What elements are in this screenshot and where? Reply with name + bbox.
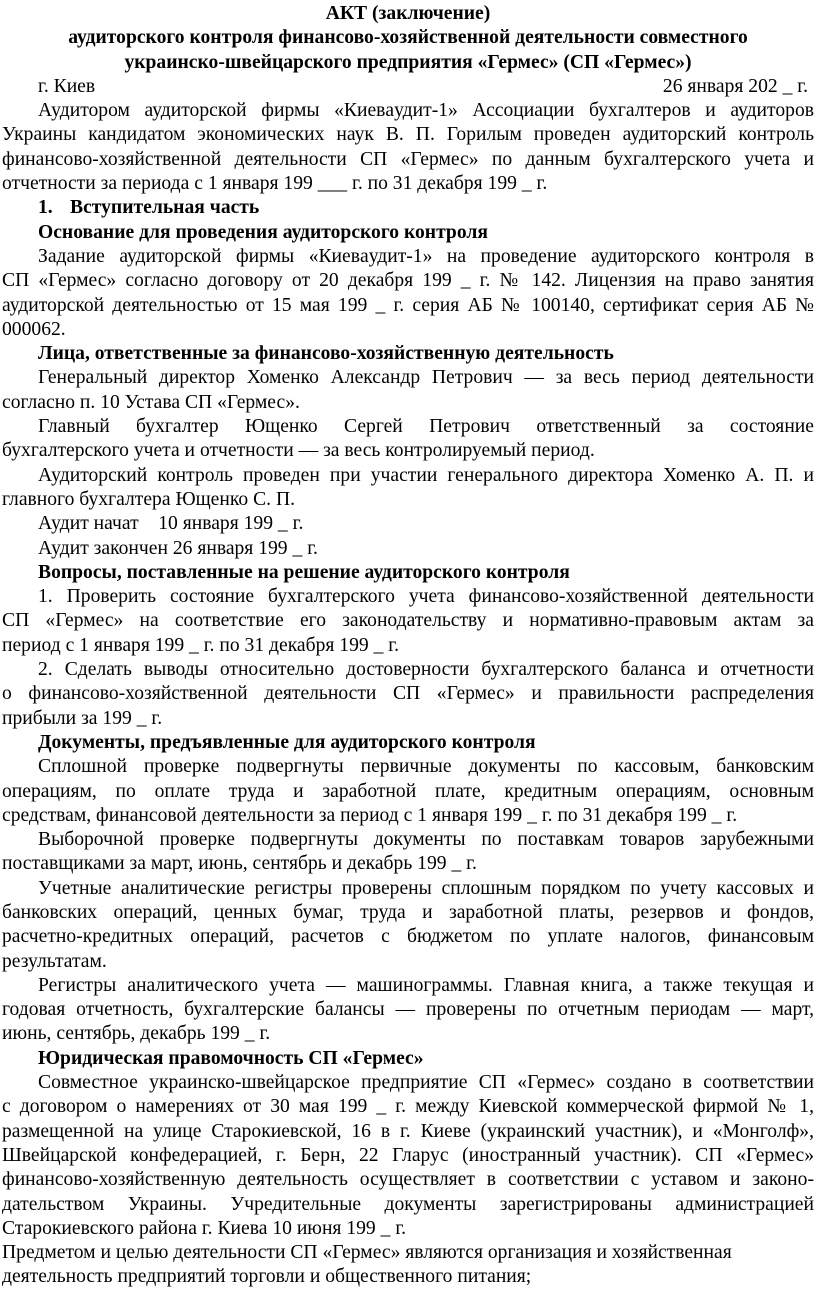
text-line: СП «Гермес» согласно договору от 20 декабря 199 _ г. № 142. Лицензия на право занятия [2,270,814,292]
documents-paragraph-3 [2,877,814,974]
text-line: средствам, финансовой деятельности за период с 1 января 199 _ г. по 31 декабря 199 _ г. [2,804,738,826]
text-line: Украины кандидатом экономических наук В. П. Горилым проведен аудиторский контроль [2,124,814,146]
questions-heading: Вопросы, поставленные на решение аудиторского контроля [38,561,570,583]
basis-paragraph [2,245,814,342]
basis-heading: Основание для проведения аудиторского контроля [38,221,488,243]
text-line: 000062. [2,318,66,340]
persons-heading: Лица, ответственные за финансово-хозяйственную деятельность [38,343,614,365]
audit-finished: Аудит закончен 26 января 199 _ г. [38,537,318,559]
audit-started: Аудит начат 10 января 199 _ г. [38,513,304,535]
persons-paragraph-3 [2,464,814,513]
intro-paragraph [2,99,814,196]
legal-paragraph-2 [2,1241,814,1290]
text-line: период с 1 января 199 _ г. по 31 декабря 199 _ г. [2,634,400,656]
text-line: Совместное украинско-швейцарское предприятие СП «Гермес» создано в соответствии [38,1072,814,1094]
text-line: бухгалтерского учета и отчетности — за весь контролируемый период. [2,440,595,462]
text-line: Регистры аналитического учета — машинограммы. Главная книга, а также текущая и [38,974,814,996]
text-line: аудиторской деятельностью от 15 мая 199 _ г. серия АБ № 100140, сертификат серия АБ № [2,294,814,316]
text-line: Сплошной проверке подвергнуты первичные документы по кассовым, банковским [38,756,814,778]
text-line: расчетно-кредитных операций, расчетов с бюджетом по уплате налогов, финансовым [2,926,814,948]
text-line: согласно п. 10 Устава СП «Гермес». [2,391,300,413]
text-line: деятельность предприятий торговли и общественного питания; [2,1266,532,1288]
place: г. Киев [38,75,96,97]
text-line: СП «Гермес» на соответствие его законодательству и нормативно-правовым актам за [2,610,814,632]
section-number: 1. [38,197,53,219]
documents-paragraph-2 [2,828,814,877]
section-heading [2,196,814,220]
text-line: банковских операций, ценных бумаг, труда и заработной платы, резервов и фондов, [2,901,814,923]
text-line: главного бухгалтера Ющенко С. П. [2,488,295,510]
text-line: операциям, по оплате труда и заработной плате, кредитным операциям, основным [2,780,814,802]
text-line: прибыли за 199 _ г. [2,707,163,729]
documents-paragraph-1 [2,755,814,828]
text-line: июнь, сентябрь, декабрь 199 _ г. [2,1023,271,1045]
place-date-row [2,75,814,99]
text-line: финансово-хозяйственную деятельность осуществляет в соответствии с уставом и законо- [2,1169,814,1191]
text-line: отчетности за периода с 1 января 199 ___ г. по 31 декабря 199 _ г. [2,173,548,195]
text-line: размещенной на улице Старокиевской, 16 в г. Киеве (украинский участник), и «Монголф», [2,1120,814,1142]
text-line: дательством Украины. Учредительные документы зарегистрированы администрацией [2,1193,814,1215]
text-line: Старокиевского района г. Киева 10 июня 199 _ г. [2,1217,407,1239]
text-line: Задание аудиторской фирмы «Киевaудит-1» на проведение аудиторского контроля в [38,245,814,267]
text-line: Аудитором аудиторской фирмы «Киевaудит-1» Ассоциации бухгалтеров и аудиторов [38,100,814,122]
text-line: Аудиторский контроль проведен при участии генерального директора Хоменко А. П. и [38,464,814,486]
question-2 [2,658,814,731]
legal-heading: Юридическая правомочность СП «Гермес» [38,1047,424,1069]
text-line: Выборочной проверке подвергнуты документы по поставкам товаров зарубежными [38,829,814,851]
text-line: 1. Проверить состояние бухгалтерского учета финансово-хозяйственной деятельности [38,586,814,608]
document-title: АКТ (заключение) [325,3,491,24]
text-line: Швейцарской конфедерацией, г. Берн, 22 Гларус (иностранный участник). СП «Гермес» [2,1144,814,1166]
text-line: результатам. [2,950,107,972]
section-title: Вступительная часть [70,197,260,219]
text-line: с договором о намерениях от 30 мая 199 _ г. между Киевской коммерческой фирмой № 1, [2,1096,814,1118]
document-subtitle-line-1: аудиторского контроля финансово-хозяйственной деятельности совместного [68,27,748,49]
date: 26 января 202 _ г. [662,75,808,97]
text-line: Предметом и целью деятельности СП «Гермес» являются организация и хозяйственная [2,1242,732,1264]
text-line: поставщиками за март, июнь, сентябрь и декабрь 199 _ г. [2,853,477,875]
text-line: финансово-хозяйственной деятельности СП «Гермес» по данным бухгалтерского учета и [2,148,814,170]
persons-paragraph-2 [2,415,814,464]
question-1 [2,585,814,658]
text-line: Учетные аналитические регистры проверены сплошным порядком по учету кассовых и [38,877,814,899]
document-subtitle-line-2: украинско-швейцарского предприятия «Гермес» (СП «Гермес») [124,51,692,73]
documents-paragraph-4 [2,974,814,1047]
text-line: годовая отчетность, бухгалтерские балансы — проверены по отчетным периодам — март, [2,999,814,1021]
text-line: 2. Сделать выводы относительно достоверности бухгалтерского баланса и отчетности [38,659,814,681]
text-line: о финансово-хозяйственной деятельности СП «Гермес» и правильности распределения [2,683,814,705]
persons-paragraph-1 [2,366,814,415]
documents-heading: Документы, предъявленные для аудиторского контроля [38,731,536,753]
legal-paragraph-1 [2,1071,814,1241]
text-line: Главный бухгалтер Ющенко Сергей Петрович ответственный за состояние [38,416,814,438]
text-line: Генеральный директор Хоменко Александр Петрович — за весь период деятельности [38,367,814,389]
